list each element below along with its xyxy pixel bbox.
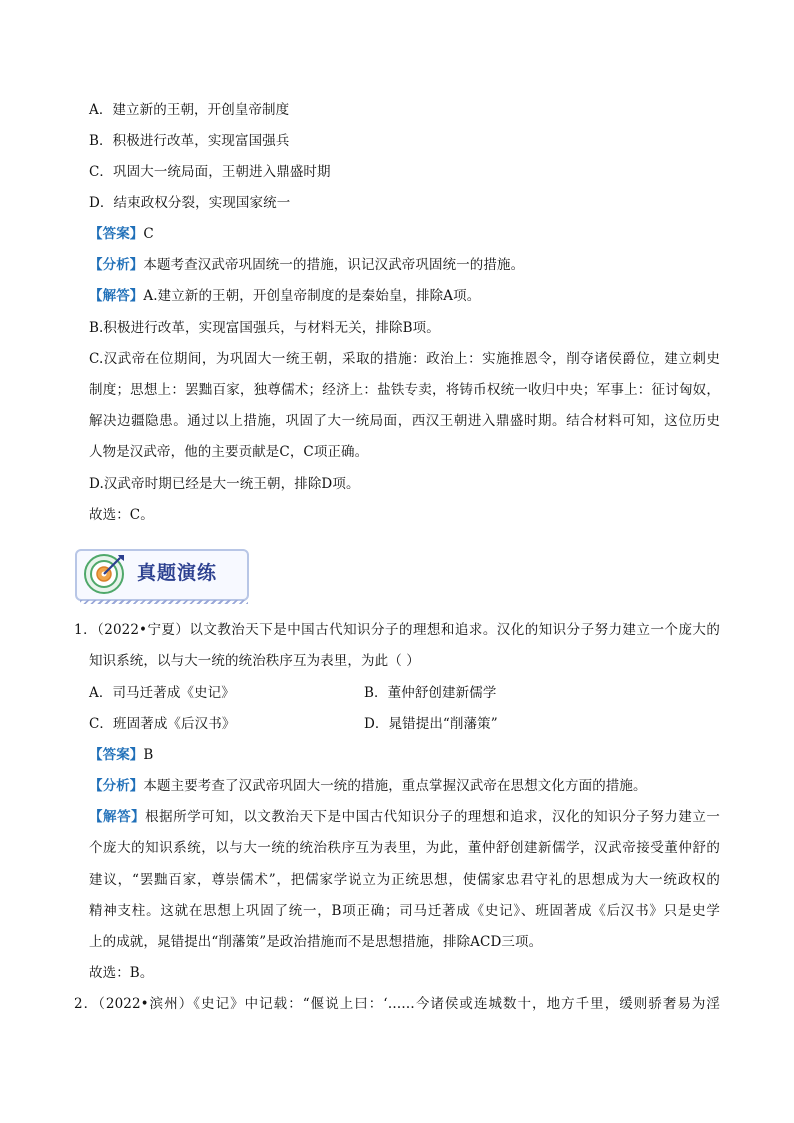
q1-option-c: C．班固著成《后汉书》: [89, 716, 236, 732]
q1-option-b: B．董仲舒创建新儒学: [364, 685, 497, 701]
target-icon: [82, 551, 128, 597]
answer-line: [89, 224, 154, 244]
q1-option-a: A．司马迁著成《史记》: [89, 685, 235, 701]
solution-line-3: C.汉武帝在位期间，为巩固大一统王朝，采取的措施：政治上：实施推恩令，削夺诸侯爵位，建立刺史: [89, 351, 720, 367]
solution-line-2: B.积极进行改革，实现富国强兵，与材料无关，排除B项。: [89, 320, 440, 336]
answer-tag: 【答案】: [89, 226, 144, 242]
q1-analysis-line: [89, 776, 647, 796]
q1-option-d: D．晁错提出“削藩策”: [364, 716, 498, 732]
q1-solution-line-5: 上的成就，晁错提出“削藩策”是政治措施而不是思想措施，排除ACD三项。: [89, 934, 543, 950]
q1-solution-line-2: 个庞大的知识系统，以与大一统的统治秩序互为表里，为此，董仲舒创建新儒学，汉武帝接受董仲舒的: [89, 840, 720, 856]
option-b: B．积极进行改革，实现富国强兵: [89, 133, 290, 149]
q1-solution-line-3: 建议，“罢黜百家，尊崇儒术”，把儒家学说立为正统思想，使儒家忠君守礼的思想成为大一统政权的: [89, 872, 720, 888]
q1-stem-line-1: 1．（2022•宁夏）以文教治天下是中国古代知识分子的理想和追求。汉化的知识分子努力建立一个庞大的: [74, 622, 720, 638]
solution-text: A.建立新的王朝，开创皇帝制度的是秦始皇，排除A项。: [143, 288, 481, 304]
q1-answer-value: B: [143, 747, 154, 763]
q1-solution-tag: 【解答】: [89, 809, 146, 825]
q1-analysis-text: 本题主要考查了汉武帝巩固大一统的措施，重点掌握汉武帝在思想文化方面的措施。: [143, 778, 647, 794]
q1-answer-tag: 【答案】: [89, 747, 144, 763]
answer-value: C: [143, 226, 154, 242]
q1-conclusion-line: 故选：B。: [89, 965, 154, 981]
option-d: D．结束政权分裂，实现国家统一: [89, 195, 291, 211]
analysis-tag: 【分析】: [89, 257, 144, 273]
solution-line-7: D.汉武帝时期已经是大一统王朝，排除D项。: [89, 476, 360, 492]
q1-solution-text: 根据所学可知，以文教治天下是中国古代知识分子的理想和追求，汉化的知识分子努力建立一: [145, 809, 720, 825]
q1-solution-line-4: 精神支柱。这就在思想上巩固了统一，B项正确；司马迁著成《史记》、班固著成《后汉书》只是史学: [89, 903, 720, 919]
banner-shadow: [80, 600, 248, 604]
solution-line-4: 制度；思想上：罢黜百家，独尊儒术；经济上：盐铁专卖，将铸币权统一收归中央；军事上：征讨匈奴，: [89, 382, 720, 398]
analysis-text: 本题考查汉武帝巩固统一的措施，识记汉武帝巩固统一的措施。: [143, 257, 525, 273]
banner-title: 真题演练: [137, 562, 218, 584]
analysis-line: [89, 255, 524, 275]
solution-tag: 【解答】: [89, 288, 144, 304]
section-banner: [75, 549, 250, 605]
solution-line-5: 解决边疆隐患。通过以上措施，巩固了大一统局面，西汉王朝进入鼎盛时期。结合材料可知，这位历史: [89, 413, 720, 429]
q1-stem-line-2: 知识系统，以与大一统的统治秩序互为表里，为此（ ）: [89, 653, 420, 669]
q1-answer-line: [89, 745, 153, 765]
solution-line-1: [89, 286, 480, 306]
conclusion-line: 故选：C。: [89, 507, 154, 523]
q1-analysis-tag: 【分析】: [89, 778, 144, 794]
q2-stem-line-1: 2．（2022•滨州）《史记》中记载：“偃说上曰：‘……今诸侯或连城数十，地方千里，缓则骄奢易为淫: [74, 996, 720, 1012]
q1-solution-line-1: [89, 807, 720, 827]
option-c: C．巩固大一统局面，王朝进入鼎盛时期: [89, 164, 331, 180]
solution-line-6: 人物是汉武帝，他的主要贡献是C，C项正确。: [89, 444, 369, 460]
option-a: A．建立新的王朝，开创皇帝制度: [89, 102, 290, 118]
